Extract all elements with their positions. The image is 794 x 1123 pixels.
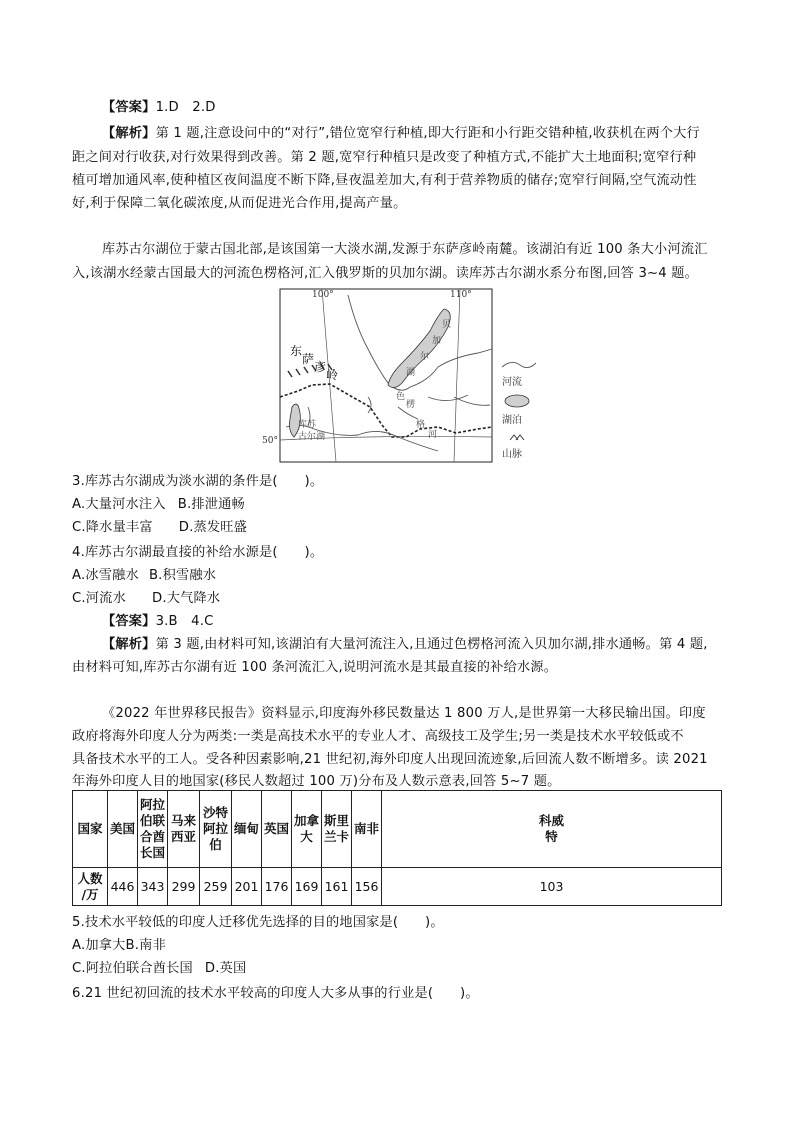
mountain-label: 东 <box>290 344 303 358</box>
option-d[interactable]: D.大气降水 <box>151 591 221 606</box>
lake-water-system-map <box>262 287 553 465</box>
river-label: 色 <box>396 392 406 402</box>
lake-label: 贝 <box>442 320 452 330</box>
answer-tag: 【答案】 <box>102 100 156 115</box>
material-paragraph: 政府将海外印度人分为两类:一类是高技术水平的专业人才、高级技工及学生;另一类是技术水平较低或不 <box>72 729 684 744</box>
lake-label: 加 <box>432 336 442 346</box>
map-legend <box>502 362 536 460</box>
analysis-text: 第 3 题,由材料可知,该湖泊有大量河流注入,且通过色楞格河流入贝加尔湖,排水通畅。第 4 题, <box>155 637 708 652</box>
question-6-stem: 6.21 世纪初回流的技术水平较高的印度人大多从事的行业是( )。 <box>72 986 479 1001</box>
legend-lake-label: 湖泊 <box>502 415 522 426</box>
country-cell: 缅甸 <box>232 791 262 868</box>
river-label: 河 <box>428 430 438 440</box>
legend-river-label: 河流 <box>502 377 522 388</box>
mountain-label: 萨 <box>302 352 315 366</box>
value-cell: 343 <box>138 868 168 906</box>
question-4-options-row2 <box>72 590 220 608</box>
question-3-stem: 3.库苏古尔湖成为淡水湖的条件是( )。 <box>72 474 324 489</box>
material-paragraph: 具备技术水平的工人。受各种因素影响,21 世纪初,海外印度人出现回流迹象,后回流人数不断增多。读 2021 <box>72 752 708 767</box>
question-5-options-row1 <box>72 937 166 955</box>
lake-label: 湖 <box>406 368 416 378</box>
value-cell: 259 <box>200 868 232 906</box>
lake-label: 库苏 <box>298 420 317 430</box>
analysis-line: 植可增加通风率,使种植区夜间温度不断下降,昼夜温差加大,有利于营养物质的储存;宽窄行间隔,空气流动性 <box>72 173 697 188</box>
option-a[interactable]: A.冰雪融水 <box>72 568 139 583</box>
table-row <box>73 868 722 906</box>
analysis-line: 由材料可知,库苏古尔湖有近 100 条河流汇入,说明河流水是其最直接的补给水源。 <box>72 660 558 675</box>
analysis-text: 第 1 题,注意设问中的“对行”,错位宽窄行种植,即大行距和小行距交错种植,收获机在两个大行 <box>155 126 700 141</box>
question-3-options-row2 <box>72 519 247 537</box>
value-cell: 103 <box>382 868 722 906</box>
material-paragraph: 入,该湖水经蒙古国最大的河流色楞格河,汇入俄罗斯的贝加尔湖。读库苏古尔湖水系分布图,回答 3~4 题。 <box>72 266 699 281</box>
analysis-line: 好,利于保障二氧化碳浓度,从而促进光合作用,提高产量。 <box>72 196 407 211</box>
table-header-label: 国家 <box>73 791 108 868</box>
option-c[interactable]: C.降水量丰富 <box>72 520 153 535</box>
river-label: 格 <box>416 420 426 430</box>
longitude-label-100: 100° <box>312 290 334 300</box>
answer-line-q3-4 <box>102 613 214 631</box>
legend-mountain-symbol <box>510 435 524 440</box>
answer-text: 3.B 4.C <box>155 614 214 629</box>
option-c[interactable]: C.阿拉伯联合酋长国 <box>72 961 193 976</box>
country-cell: 沙特 阿拉 伯 <box>200 791 232 868</box>
material-paragraph: 库苏古尔湖位于蒙古国北部,是该国第一大淡水湖,发源于东萨彦岭南麓。该湖泊有近 100 条大小河流汇 <box>102 242 708 257</box>
mountain-label: 岭 <box>326 368 339 382</box>
longitude-label-110: 110° <box>450 290 472 300</box>
option-b[interactable]: B.排泄通畅 <box>177 497 245 512</box>
option-b[interactable]: B.南非 <box>125 938 166 953</box>
country-cell: 斯里 兰卡 <box>322 791 352 868</box>
option-c[interactable]: C.河流水 <box>72 591 126 606</box>
value-cell: 169 <box>292 868 322 906</box>
answer-text: 1.D 2.D <box>155 100 216 115</box>
country-cell: 科威 特 <box>382 791 722 868</box>
value-cell: 176 <box>262 868 292 906</box>
analysis-line <box>102 125 700 143</box>
option-d[interactable]: D.蒸发旺盛 <box>178 520 248 535</box>
question-4-options-row1 <box>72 567 216 585</box>
value-cell: 446 <box>108 868 138 906</box>
mountain-label: 彦 <box>314 360 327 374</box>
value-cell: 161 <box>322 868 352 906</box>
analysis-tag: 【解析】 <box>102 126 156 141</box>
river-label: 楞 <box>406 400 416 410</box>
migrant-population-table <box>72 790 722 906</box>
question-5-stem: 5.技术水平较低的印度人迁移优先选择的目的地国家是( )。 <box>72 915 444 930</box>
country-cell: 加拿 大 <box>292 791 322 868</box>
country-cell: 马来 西亚 <box>168 791 200 868</box>
option-b[interactable]: B.积雪融水 <box>148 568 217 583</box>
question-4-stem: 4.库苏古尔湖最直接的补给水源是( )。 <box>72 545 324 560</box>
analysis-line <box>102 636 708 654</box>
question-5-options-row2 <box>72 960 246 978</box>
legend-mountain-label: 山脉 <box>502 449 522 460</box>
analysis-tag: 【解析】 <box>102 637 156 652</box>
lake-label: 古尔湖 <box>298 432 326 442</box>
country-cell: 美国 <box>108 791 138 868</box>
option-a[interactable]: A.加拿大 <box>72 938 126 953</box>
option-a[interactable]: A.大量河水注入 <box>72 497 166 512</box>
lake-label: 尔 <box>420 352 430 362</box>
value-cell: 156 <box>352 868 382 906</box>
value-cell: 299 <box>168 868 200 906</box>
answer-line-q1-2 <box>102 99 216 117</box>
answer-tag: 【答案】 <box>102 614 156 629</box>
latitude-label-50: 50° <box>262 436 278 446</box>
country-cell: 英国 <box>262 791 292 868</box>
row-label-cell: 人数 /万 <box>73 868 108 906</box>
legend-river-symbol <box>502 362 536 367</box>
option-d[interactable]: D.英国 <box>204 961 247 976</box>
question-3-options-row1 <box>72 496 245 514</box>
legend-lake-symbol <box>505 395 529 407</box>
analysis-line: 距之间对行收获,对行效果得到改善。第 2 题,宽窄行种植只是改变了种植方式,不能扩大土地面积;宽窄行种 <box>72 150 697 165</box>
material-paragraph: 《2022 年世界移民报告》资料显示,印度海外移民数量达 1 800 万人,是世界第一大移民输出国。印度 <box>102 706 706 721</box>
table-header-row <box>73 791 722 868</box>
material-paragraph: 年海外印度人目的地国家(移民人数超过 100 万)分布及人数示意表,回答 5~7 题。 <box>72 774 561 789</box>
country-cell: 南非 <box>352 791 382 868</box>
country-cell: 阿拉 伯联 合酋 长国 <box>138 791 168 868</box>
value-cell: 201 <box>232 868 262 906</box>
